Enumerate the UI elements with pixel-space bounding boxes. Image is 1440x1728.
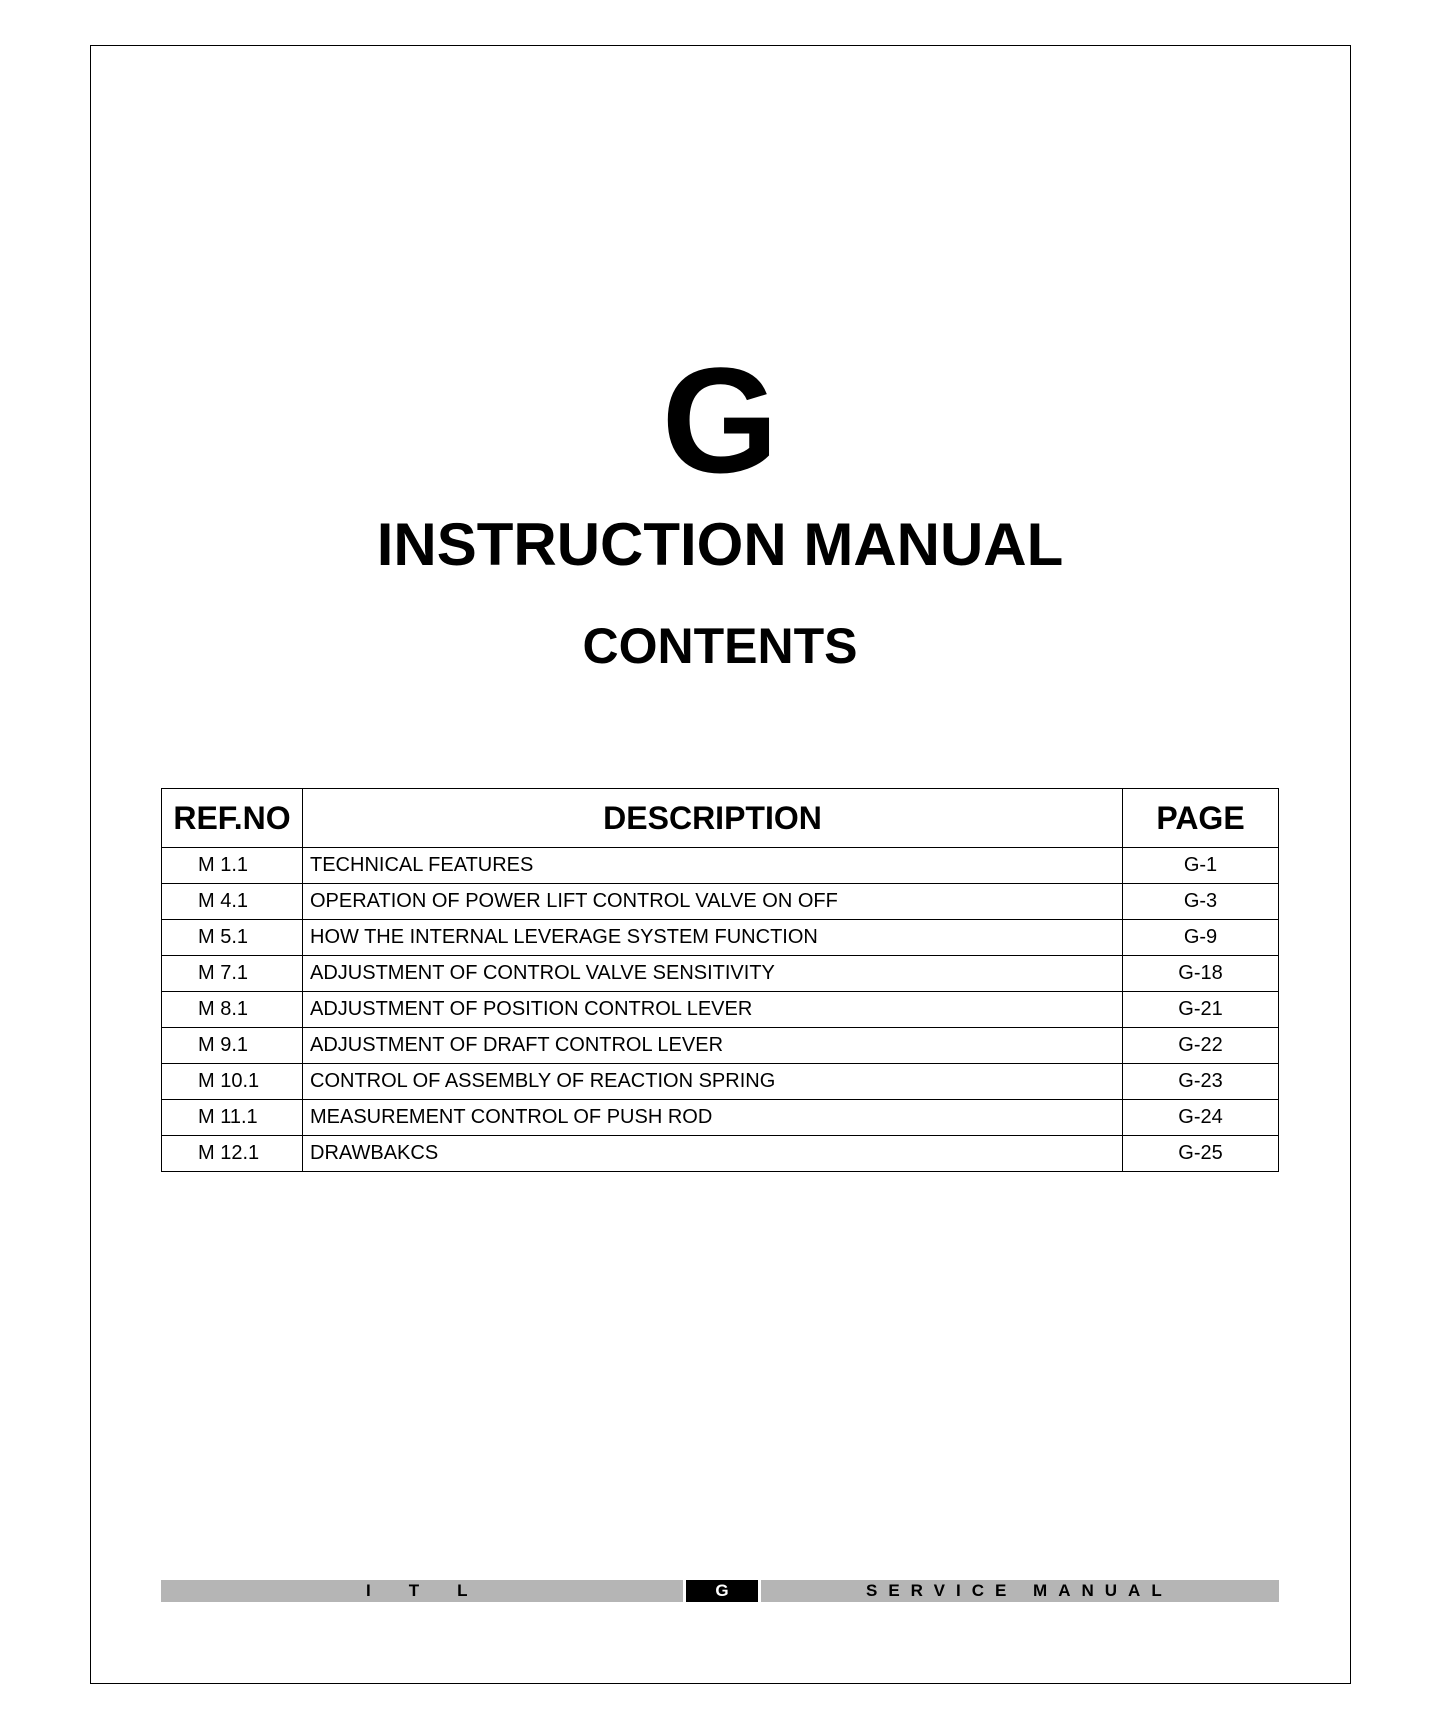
ref-no-cell: M 12.1 — [162, 1136, 303, 1172]
description-cell: HOW THE INTERNAL LEVERAGE SYSTEM FUNCTION — [303, 920, 1123, 956]
table-row — [162, 956, 1279, 992]
ref-no-cell: M 5.1 — [162, 920, 303, 956]
description-cell: ADJUSTMENT OF DRAFT CONTROL LEVER — [303, 1028, 1123, 1064]
table-header-row — [162, 789, 1279, 848]
page-cell: G-9 — [1123, 920, 1279, 956]
page-cell: G-18 — [1123, 956, 1279, 992]
description-cell: MEASUREMENT CONTROL OF PUSH ROD — [303, 1100, 1123, 1136]
description-cell: DRAWBAKCS — [303, 1136, 1123, 1172]
manual-title: INSTRUCTION MANUAL — [376, 511, 1064, 578]
ref-no-cell: M 9.1 — [162, 1028, 303, 1064]
table-row — [162, 1136, 1279, 1172]
description-cell: ADJUSTMENT OF POSITION CONTROL LEVER — [303, 992, 1123, 1028]
page-cell: G-3 — [1123, 884, 1279, 920]
table-row — [162, 920, 1279, 956]
table-row — [162, 848, 1279, 884]
ref-no-cell: M 4.1 — [162, 884, 303, 920]
page-cell: G-22 — [1123, 1028, 1279, 1064]
contents-heading: CONTENTS — [582, 618, 858, 674]
description-cell: ADJUSTMENT OF CONTROL VALVE SENSITIVITY — [303, 956, 1123, 992]
description-cell: CONTROL OF ASSEMBLY OF REACTION SPRING — [303, 1064, 1123, 1100]
footer-section-label: G — [686, 1580, 758, 1602]
header-page: PAGE — [1123, 789, 1279, 848]
page-cell: G-24 — [1123, 1100, 1279, 1136]
ref-no-cell: M 11.1 — [162, 1100, 303, 1136]
table-body — [162, 848, 1279, 1172]
table-row — [162, 1100, 1279, 1136]
page-cell: G-23 — [1123, 1064, 1279, 1100]
ref-no-cell: M 8.1 — [162, 992, 303, 1028]
footer-right-segment — [761, 1580, 1279, 1602]
table-row — [162, 884, 1279, 920]
header-description: DESCRIPTION — [303, 789, 1123, 848]
footer-left-segment — [161, 1580, 683, 1602]
table-row — [162, 1028, 1279, 1064]
page-cell: G-1 — [1123, 848, 1279, 884]
ref-no-cell: M 1.1 — [162, 848, 303, 884]
page-cell: G-25 — [1123, 1136, 1279, 1172]
page-cell: G-21 — [1123, 992, 1279, 1028]
table-row — [162, 1064, 1279, 1100]
table-row — [162, 992, 1279, 1028]
footer-manual-text: SERVICE MANUAL — [866, 1581, 1173, 1600]
ref-no-cell: M 7.1 — [162, 956, 303, 992]
header-ref-no: REF.NO — [162, 789, 303, 848]
description-cell: OPERATION OF POWER LIFT CONTROL VALVE ON OFF — [303, 884, 1123, 920]
description-cell: TECHNICAL FEATURES — [303, 848, 1123, 884]
footer-company-text: ITL — [366, 1581, 506, 1600]
ref-no-cell: M 10.1 — [162, 1064, 303, 1100]
section-letter: G — [661, 336, 779, 504]
contents-table — [161, 788, 1279, 1172]
footer-bar — [161, 1580, 1279, 1602]
